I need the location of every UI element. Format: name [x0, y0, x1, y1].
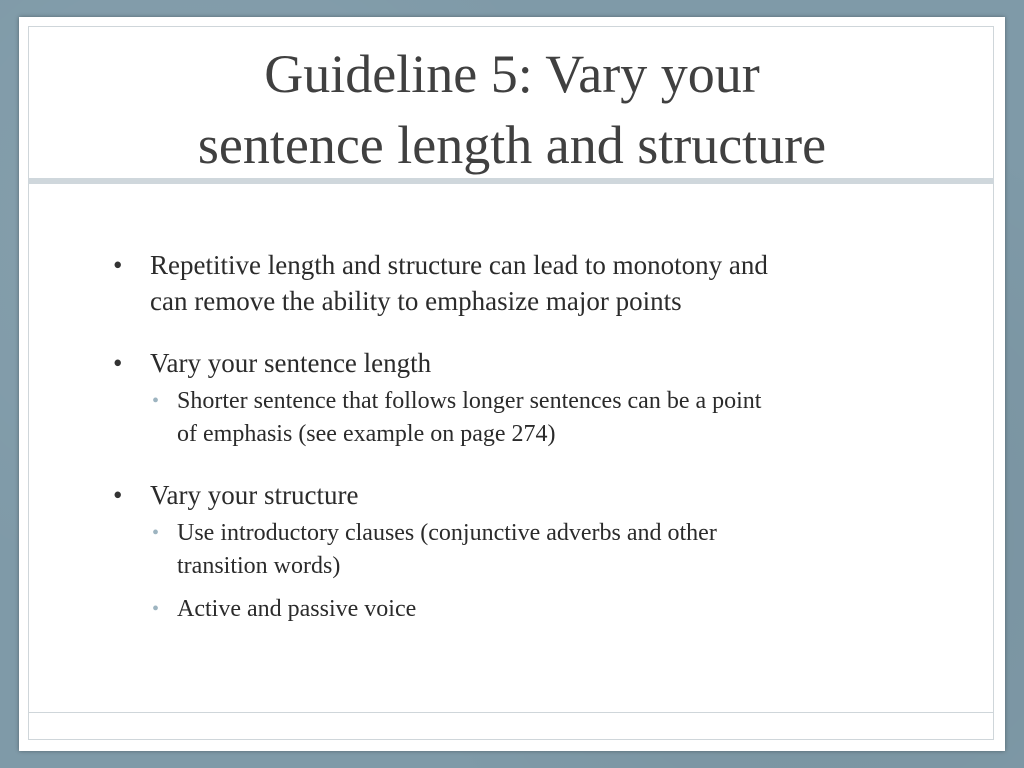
bullet-list	[109, 247, 919, 652]
sub-bullet-marker: •	[152, 390, 160, 412]
sub-bullet-item-introductory-clauses	[150, 517, 919, 583]
bullet-item-structure	[109, 477, 919, 626]
title-divider	[28, 178, 994, 184]
bullet-text-line-2: can remove the ability to emphasize major points	[150, 286, 682, 316]
slide-title-line-1: Guideline 5: Vary your	[264, 44, 760, 104]
sub-bullet-list	[150, 517, 919, 626]
sub-bullet-marker: •	[152, 598, 160, 620]
bullet-marker: •	[113, 480, 123, 510]
sub-bullet-item-voice	[150, 593, 919, 626]
bullet-item-sentence-length	[109, 345, 919, 451]
sub-bullet-text-line-1: Shorter sentence that follows longer sentences can be a point	[177, 388, 762, 414]
sub-bullet-text-line-2: of emphasis (see example on page 274)	[177, 421, 556, 447]
sub-bullet-text-line-1: Use introductory clauses (conjunctive adverbs and other	[177, 520, 717, 546]
bullet-item-monotony	[109, 247, 919, 319]
footer-divider	[28, 712, 994, 713]
bullet-marker: •	[113, 250, 123, 280]
sub-bullet-text-line-2: transition words)	[177, 553, 341, 579]
bullet-text: Vary your structure	[150, 480, 359, 510]
bullet-text: Vary your sentence length	[150, 348, 432, 378]
bullet-marker: •	[113, 348, 123, 378]
slide-title	[19, 39, 1005, 181]
sub-bullet-item-emphasis	[150, 385, 919, 451]
sub-bullet-list	[150, 385, 919, 451]
bullet-text-line-1: Repetitive length and structure can lead to monotony and	[150, 250, 768, 280]
slide	[19, 17, 1005, 751]
sub-bullet-text: Active and passive voice	[177, 596, 417, 622]
sub-bullet-marker: •	[152, 522, 160, 544]
slide-title-line-2: sentence length and structure	[197, 115, 827, 175]
